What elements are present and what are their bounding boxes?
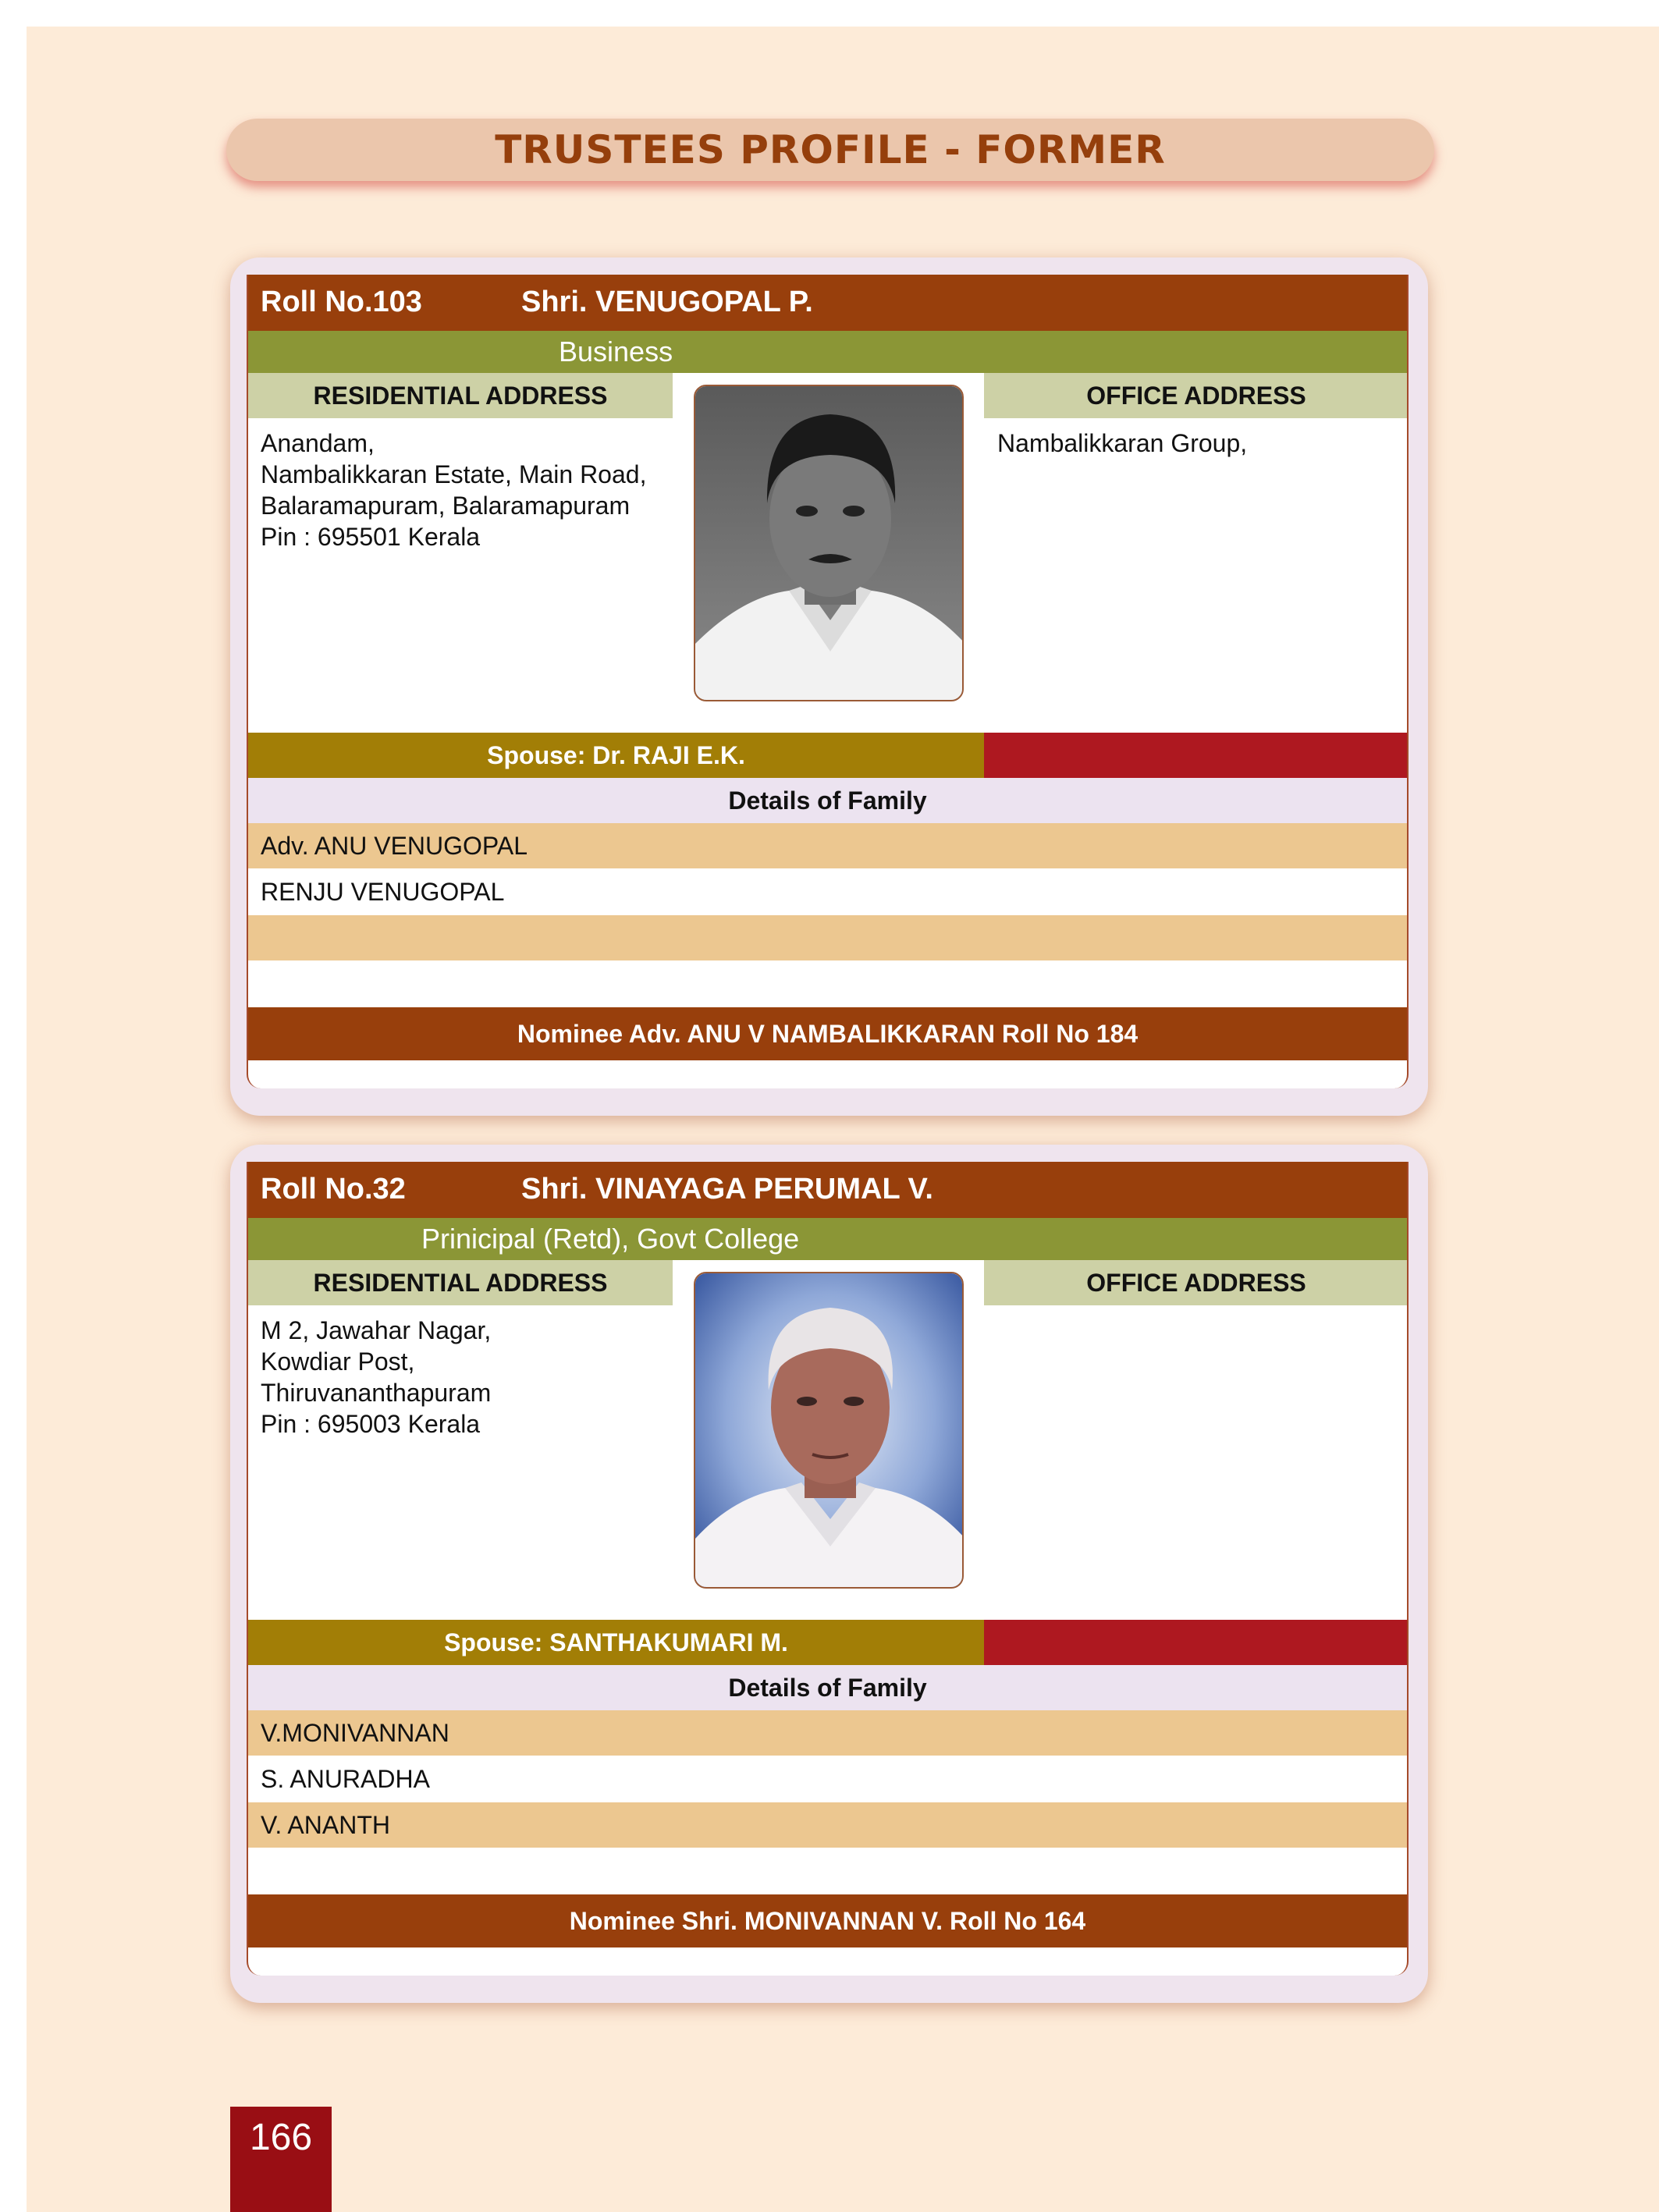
trustee-header (248, 275, 1407, 331)
family-member-row (248, 961, 1407, 1007)
trustee-name: Shri. VENUGOPAL P. (521, 286, 813, 318)
nominee-row: Nominee Shri. MONIVANNAN V. Roll No 164 (248, 1894, 1407, 1947)
roll-number: Roll No.103 (261, 286, 422, 318)
family-member-row: V. ANANTH (248, 1802, 1407, 1848)
occupation: Prinicipal (Retd), Govt College (421, 1223, 800, 1255)
spouse-row: Spouse: SANTHAKUMARI M. (248, 1620, 984, 1665)
spouse-row-accent (984, 1620, 1409, 1665)
nominee-row: Nominee Adv. ANU V NAMBALIKKARAN Roll No 184 (248, 1007, 1407, 1060)
family-member-row (248, 915, 1407, 960)
family-member-row: S. ANURADHA (248, 1756, 1407, 1802)
address-line: Pin : 695501 Kerala (261, 523, 481, 551)
trustee-header (248, 1162, 1407, 1218)
roll-number: Roll No.32 (261, 1173, 406, 1205)
office-address-heading: OFFICE ADDRESS (984, 373, 1409, 418)
portrait-image (695, 386, 964, 701)
occupation: Business (559, 336, 673, 367)
family-member-row: V.MONIVANNAN (248, 1710, 1407, 1756)
occupation-row (248, 331, 1407, 373)
family-member-row: RENJU VENUGOPAL (248, 869, 1407, 914)
page-title: TRUSTEES PROFILE - FORMER (495, 127, 1166, 172)
trustee-card (230, 257, 1428, 1116)
spouse-row: Spouse: Dr. RAJI E.K. (248, 733, 984, 778)
trustee-card (230, 1145, 1428, 2003)
spouse-row-accent (984, 733, 1409, 778)
address-line: Nambalikkaran Estate, Main Road, (261, 460, 647, 488)
address-line: Kowdiar Post, (261, 1347, 415, 1376)
occupation-row (248, 1218, 1407, 1260)
family-member-row: Adv. ANU VENUGOPAL (248, 823, 1407, 868)
trustee-name: Shri. VINAYAGA PERUMAL V. (521, 1173, 933, 1205)
portrait-image (695, 1273, 964, 1589)
address-line: Anandam, (261, 429, 375, 457)
page-number: 166 (230, 2107, 332, 2212)
family-details-heading: Details of Family (248, 1665, 1407, 1710)
address-line: M 2, Jawahar Nagar, (261, 1316, 492, 1344)
address-line: Thiruvananthapuram (261, 1379, 492, 1407)
family-details-heading: Details of Family (248, 778, 1407, 823)
address-line: Balaramapuram, Balaramapuram (261, 492, 631, 520)
trustee-photo (694, 385, 964, 701)
residential-address-heading: RESIDENTIAL ADDRESS (248, 1260, 673, 1305)
address-line: Nambalikkaran Group, (997, 429, 1248, 457)
page-title-banner (226, 119, 1434, 181)
family-member-row (248, 1848, 1407, 1894)
office-address-heading: OFFICE ADDRESS (984, 1260, 1409, 1305)
trustee-photo (694, 1272, 964, 1589)
residential-address (261, 428, 666, 552)
residential-address-heading: RESIDENTIAL ADDRESS (248, 373, 673, 418)
office-address (997, 428, 1403, 459)
residential-address (261, 1315, 666, 1440)
address-line: Pin : 695003 Kerala (261, 1410, 481, 1438)
trustee-card-body (247, 1162, 1409, 1976)
trustee-card-body (247, 275, 1409, 1088)
